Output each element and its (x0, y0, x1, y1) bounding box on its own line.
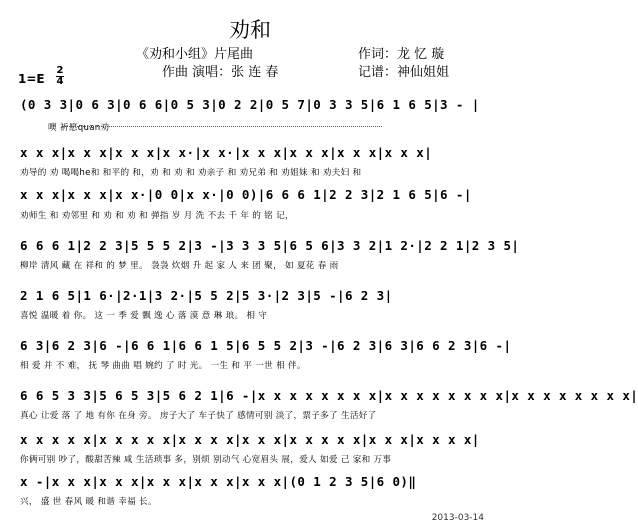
score-row-1-notes: (0 3 3|0 6 3|0 6 6|0 5 3|0 2 2|0 5 7|0 3 3 5|6 1 6 5|3 - | (20, 97, 480, 112)
score-row-8-notes: x x x x x|x x x x x|x x x x|x x x|x x x x x|x x x|x x x x| (20, 432, 480, 447)
score-row-9-lyrics: 兴， 盛 世 春风 暖 和谐 幸福 长。 (20, 497, 157, 507)
score-row-5-lyrics: 喜悦 温暖 着 你。 这 一 季 爱 飘 逸 心 落 漠 意 琳 琅。 相 守 (20, 311, 268, 321)
score-row-4-notes: 6 6 6 1|2 2 3|5 5 5 2|3 -|3 3 3 5|6 5 6|3 3 2|1 2·|2 2 1|2 3 5| (20, 238, 520, 253)
score-row-4-lyrics: 柳岸 清风 藏 在 祥和 的 梦 里。 袅袅 炊烟 升 起 家 人 来 团 聚， 如 夏花 春 雨 (20, 261, 339, 271)
score-row-6-lyrics: 相 爱 并 不 难， 抚 琴 曲曲 唱 婉约 了 时 光。 一生 和 平 一世 相 伴。 (20, 361, 306, 371)
transcriber-credit: 记谱：神仙姐姐 (358, 65, 450, 80)
meter-bottom: 4 (56, 76, 64, 87)
score-row-2-notes: x x x|x x x|x x x|x x·|x x·|x x x|x x x|x x x|x x x| (20, 145, 433, 160)
score-row-6-notes: 6 3|6 2 3|6 -|6 6 1|6 6 1 5|6 5 5 2|3 -|6 2 3|6 3|6 6 2 3|6 -| (20, 338, 512, 353)
score-row-3-lyrics: 劝师生 和 劝邻里 和 劝 和 劝 和 弹指 岁 月 洗 不去 千 年 的 铭 记， (20, 211, 294, 221)
score-row-7-lyrics: 真心 让爱 落 了 地 有你 在身 旁。 房子大了 车子快了 感情可别 淡了，票子多了 生活好了 (20, 411, 377, 421)
key-signature: 1=E (18, 72, 45, 86)
intro-dotted-line (62, 126, 382, 127)
song-subtitle: 《劝和小组》片尾曲 (136, 47, 254, 62)
meter-top: 2 (56, 65, 64, 76)
score-row-2-lyrics: 劝导的 劝 喝喝he和 和平的 和，劝 和 劝 和 劝亲子 和 劝兄弟 和 劝姐妹 和 劝夫妇 和 (20, 168, 362, 178)
composer-credit: 作曲 演唱：张 连 春 (162, 65, 279, 80)
score-row-9-notes: x -|x x x|x x x|x x x|x x x|x x x|(0 1 2 3 5|6 0)‖ (20, 474, 417, 489)
score-row-1-lyrics: 噢 祈愿quan劝 (48, 123, 110, 133)
lyricist-credit: 作词：龙 忆 璇 (358, 47, 445, 62)
score-row-3-notes: x x x|x x x|x x·|0 0|x x·|0 0)|6 6 6 1|2 2 3|2 1 6 5|6 -| (20, 187, 472, 202)
score-row-8-lyrics: 你俩可别 吵了，酸甜苦辣 咸 生活琐事 多，别烦 别动气 心宽眉头 展，爱人 如爱 己 家和 万事 (20, 455, 392, 465)
score-row-5-notes: 2 1 6 5|1 6·|2·1|3 2·|5 5 2|5 3·|2 3|5 -|6 2 3| (20, 288, 393, 303)
time-signature (56, 66, 64, 87)
song-title: 劝和 (229, 18, 271, 42)
score-row-7-notes: 6 6 5 3 3|5 6 5 3|5 6 2 1|6 -|x x x x x x x x|x x x x x x x x|x x x x x x x x| (20, 388, 638, 403)
date-stamp: 2013-03-14 (431, 513, 484, 523)
